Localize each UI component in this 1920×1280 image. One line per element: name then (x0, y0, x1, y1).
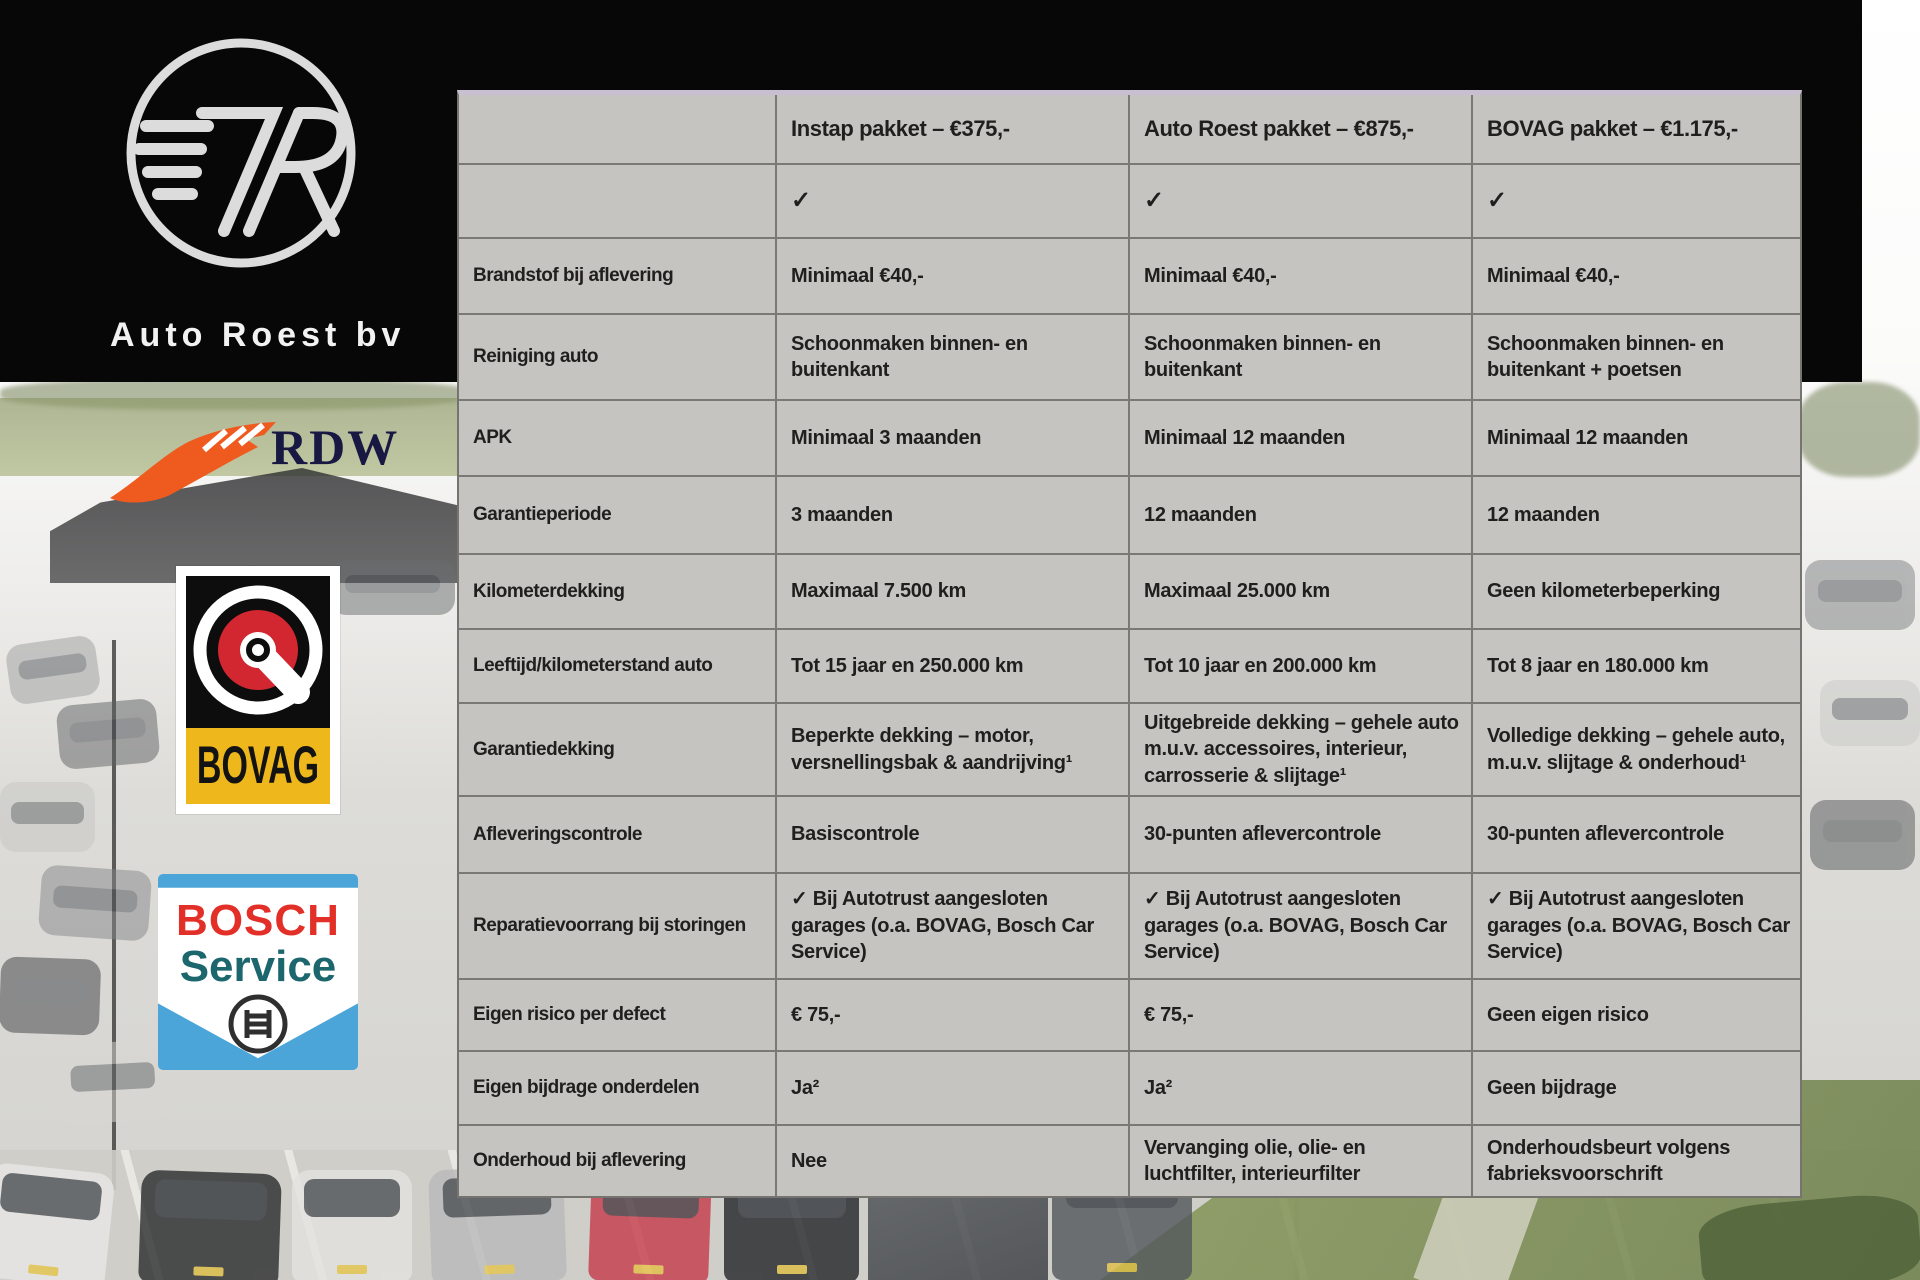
table-cell: Schoonmaken binnen- en buitenkant + poetsen (1473, 315, 1800, 401)
parked-car (4, 634, 101, 706)
table-cell: Vervanging olie, olie- en luchtfilter, interieurfilter (1130, 1126, 1473, 1196)
column-header: Auto Roest pakket – €875,- (1130, 95, 1473, 165)
row-label: Garantiedekking (459, 704, 777, 797)
parked-car (55, 698, 160, 770)
row-label: Brandstof bij aflevering (459, 239, 777, 315)
parked-car (1805, 560, 1915, 630)
table-cell: Basiscontrole (777, 797, 1130, 874)
table-cell: ✓ (1473, 165, 1800, 239)
table-cell: Minimaal 12 maanden (1473, 401, 1800, 477)
table-cell: 30-punten aflevercontrole (1130, 797, 1473, 874)
table-cell: Ja² (777, 1052, 1130, 1126)
bovag-disc-emblem (186, 576, 330, 728)
rdw-wordmark: RDW (271, 419, 400, 475)
table-cell: Geen bijdrage (1473, 1052, 1800, 1126)
rdw-logo (108, 416, 408, 511)
parked-car (56, 1039, 170, 1125)
row-label: Eigen risico per defect (459, 980, 777, 1052)
bovag-wordmark: BOVAG (196, 735, 320, 795)
table-cell: Minimaal €40,- (1473, 239, 1800, 315)
table-cell: Minimaal €40,- (1130, 239, 1473, 315)
column-header: BOVAG pakket – €1.175,- (1473, 95, 1800, 165)
table-cell: Volledige dekking – gehele auto, m.u.v. slijtage & onderhoud¹ (1473, 704, 1800, 797)
bovag-band (186, 728, 330, 804)
table-cell: Tot 15 jaar en 250.000 km (777, 630, 1130, 704)
table-cell: € 75,- (777, 980, 1130, 1052)
bovag-disc-icon (186, 576, 330, 728)
row-label-empty (459, 165, 777, 239)
table-cell: Minimaal €40,- (777, 239, 1130, 315)
table-cell: ✓ Bij Autotrust aangesloten garages (o.a. BOVAG, Bosch Car Service) (1130, 874, 1473, 980)
table-cell: Schoonmaken binnen- en buitenkant (777, 315, 1130, 401)
table-cell: Ja² (1130, 1052, 1473, 1126)
rdw-wing-icon (108, 420, 278, 508)
table-cell: Minimaal 3 maanden (777, 401, 1130, 477)
row-label: Onderhoud bij aflevering (459, 1126, 777, 1196)
bovag-logo (176, 566, 340, 814)
white-car (292, 1170, 412, 1280)
row-label: Reparatievoorrang bij storingen (459, 874, 777, 980)
row-label: Eigen bijdrage onderdelen (459, 1052, 777, 1126)
parked-car (1820, 680, 1920, 746)
bosch-service-logo (158, 874, 358, 1070)
bosch-armature-icon (223, 992, 293, 1056)
row-label: Leeftijd/kilometerstand auto (459, 630, 777, 704)
parked-car (0, 782, 95, 852)
bosch-service-wordmark: Service (179, 942, 337, 991)
table-cell: 30-punten aflevercontrole (1473, 797, 1800, 874)
table-cell: Beperkte dekking – motor, versnellingsbak & aandrijving¹ (777, 704, 1130, 797)
bosch-wordmark: BOSCH (176, 896, 340, 945)
table-cell: Onderhoudsbeurt volgens fabrieksvoorschrift (1487, 1136, 1731, 1185)
table-cell: 12 maanden (1130, 477, 1473, 555)
column-header: Instap pakket – €375,- (777, 95, 1130, 165)
auto-roest-logo-icon (106, 18, 376, 288)
corner-header (459, 95, 777, 165)
row-label: Reiniging auto (459, 315, 777, 401)
table-cell: Nee (777, 1126, 1130, 1196)
table-cell: € 75,- (1130, 980, 1473, 1052)
table-cell: Geen kilometerbeperking (1473, 555, 1800, 630)
parked-car (0, 956, 101, 1035)
table-cell: Geen eigen risico (1473, 980, 1800, 1052)
parked-car (330, 560, 455, 615)
table-cell: ✓ (777, 165, 1130, 239)
table-cell: Minimaal 12 maanden (1130, 401, 1473, 477)
table-cell: Schoonmaken binnen- en buitenkant (1130, 315, 1473, 401)
table-cell: 12 maanden (1473, 477, 1800, 555)
row-label: APK (459, 401, 777, 477)
table-cell: ✓ Bij Autotrust aangesloten garages (o.a. BOVAG, Bosch Car Service) (777, 874, 1130, 980)
parked-car (38, 864, 153, 942)
table-cell: ✓ (1130, 165, 1473, 239)
row-label: Kilometerdekking (459, 555, 777, 630)
parked-car (1810, 800, 1915, 870)
black-suv (138, 1170, 282, 1280)
table-cell: 3 maanden (777, 477, 1130, 555)
table-cell: Maximaal 25.000 km (1130, 555, 1473, 630)
table-cell: Tot 8 jaar en 180.000 km (1473, 630, 1800, 704)
row-label: Garantieperiode (459, 477, 777, 555)
row-label: Afleveringscontrole (459, 797, 777, 874)
white-car (0, 1162, 116, 1280)
brand-name: Auto Roest bv (110, 316, 406, 354)
auto-roest-logo (0, 0, 460, 382)
table-cell: Maximaal 7.500 km (777, 555, 1130, 630)
table-cell: Tot 10 jaar en 200.000 km (1130, 630, 1473, 704)
package-comparison-table (457, 90, 1802, 1198)
table-cell: ✓ Bij Autotrust aangesloten garages (o.a. BOVAG, Bosch Car Service) (1473, 874, 1800, 980)
table-cell: Uitgebreide dekking – gehele auto m.u.v. accessoires, interieur, carrosserie & slijtage¹ (1130, 704, 1473, 797)
treeline-right (1798, 382, 1920, 477)
